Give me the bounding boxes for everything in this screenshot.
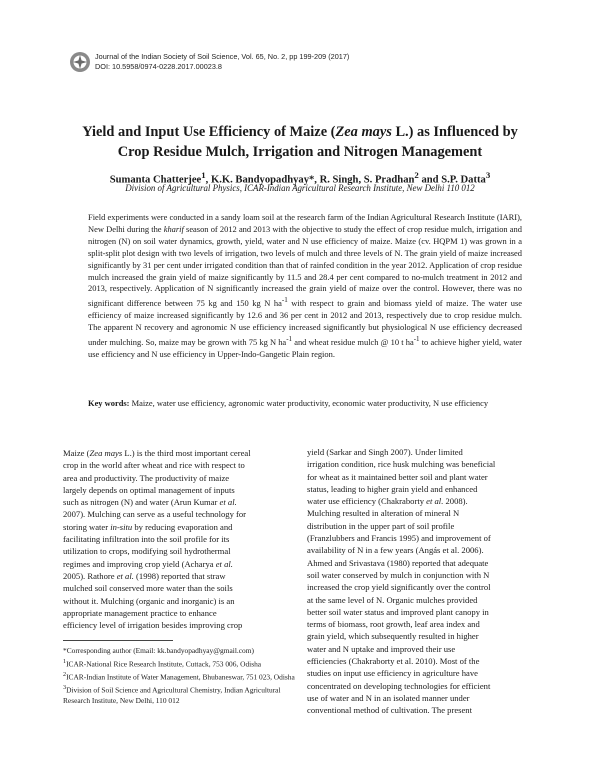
footnote-divider	[63, 640, 173, 641]
paper-title: Yield and Input Use Efficiency of Maize (Zea mays L.) as Influenced by Crop Residue Mulch, Irrigation and Nitrogen Management	[82, 124, 518, 160]
keywords-label: Key words:	[88, 398, 130, 408]
body-column-left: Maize (Zea mays L.) is the third most important cereal crop in the world after wheat and rice with respect to area and productivity. The productivity of maize largely depends on optimal management of inputs such as nitrogen (N) and water (Arun Kumar et al. 2007). Mulching can serve as a useful technology for storing water in-situ by reducing evaporation and facilitating infiltration into the soil profile for its utilization to crops, modifying soil hydrothermal regimes and improving crop yield (Acharya et al. 2005). Rathore et al. (1998) reported that straw mulched soil conserved more water than the soils without it. Mulching (organic and inorganic) is an appropriate management practice to enhance efficiency level of irrigation besides improving crop	[63, 448, 251, 631]
journal-header	[95, 52, 349, 72]
footnote-3: $^3$Division of Soil Science and Agricultural Chemistry, Indian Agricultural Research Institute, New Delhi, 110 012	[63, 684, 281, 705]
affiliation: Division of Agricultural Physics, ICAR-Indian Agricultural Research Institute, New Delhi 110 012	[125, 183, 475, 193]
journal-citation: Journal of the Indian Society of Soil Science, Vol. 65, No. 2, pp 199-209 (2017)	[95, 52, 350, 61]
footnotes	[63, 646, 295, 706]
abstract: Field experiments were conducted in a sandy loam soil at the research farm of the Indian Agricultural Research Institute (IARI), New Delhi during the kharif season of 2012 and 2013 with the objective to study the effect of crop residue mulch, irrigation and nitrogen (N) on soil water dynamics, growth, yield, water and N use efficiency of maize. Maize (cv. HQPM 1) was grown in a split-split plot design with two levels of irrigation, two levels of mulch and three levels of N. The grain yield of maize increased significantly by 31 per cent under irrigated condition than that of rainfed condition in the year 2012. Application of crop residue mulch increased the grain yield of maize significantly by 11.5 and 28.4 per cent compared to no-mulch treatment in 2012 and 2013, respectively. Application of N significantly increased the grain yield of maize over the control. However, there was no significant difference between 75 kg and 150 kg N $ha^{-1}$ with respect to grain and biomass yield of maize. The water use efficiency of maize increased significantly by 12.6 and 36 per cent in 2012 and 2013, respectively due to crop residue mulch. The apparent N recovery and agronomic N use efficiency increased significantly but physiological N use efficiency decreased under mulching. So, maize may be grown with 75 kg N $ha^{-1}$ and wheat residue mulch @ 10 t $ha^{-1}$ to achieve higher yield, water use efficiency and N use efficiency in Upper-Indo-Gangetic Plain region.	[88, 212, 522, 359]
journal-logo-icon	[69, 51, 91, 73]
author-list: Sumanta Chatterjee$^1$, K.K. Bandyopadhyay*, R. Singh, S. Pradhan$^2$ and S.P. Datta$^3$	[109, 170, 491, 186]
doi: DOI: 10.5958/0974-0228.2017.00023.8	[95, 62, 222, 71]
body-column-right: yield (Sarkar and Singh 2007). Under limited irrigation condition, rice husk mulching was beneficial for wheat as it maintained better soil and plant water status, leading to higher grain yield and enhanced water use efficiency (Chakraborty et al. 2008). Mulching resulted in alteration of mineral N distribution in the upper part of soil profile (Franzlubbers and Francis 1995) and improvement of availability of N in a few years (Angás et al. 2006). Ahmed and Srivastava (1980) reported that adequate soil water conserved by mulch in conjunction with N increased the crop yield significantly over the control at the same level of N. Organic mulches provided better soil water status and improved plant canopy in terms of biomass, root growth, leaf area index and grain yield, which subsequently resulted in higher water and N uptake and improved their use efficiencies (Chakraborty et al. 2010). Most of the studies on input use efficiency in agriculture have concentrated on developing technologies for efficient use of water and N in an isolated manner under conventional method of cultivation. The present	[307, 447, 496, 716]
keywords-text: Maize, water use efficiency, agronomic water productivity, economic water productivity, N use efficiency	[131, 398, 489, 408]
keywords	[88, 397, 522, 409]
footnote-2: $^2$ICAR-Indian Institute of Water Management, Bhubaneswar, 751 023, Odisha	[63, 671, 295, 682]
footnote-1: $^1$ICAR-National Rice Research Institute, Cuttack, 753 006, Odisha	[63, 658, 262, 669]
corresponding-author: *Corresponding author (Email: kk.bandyopadhyay@gmail.com)	[63, 646, 254, 655]
